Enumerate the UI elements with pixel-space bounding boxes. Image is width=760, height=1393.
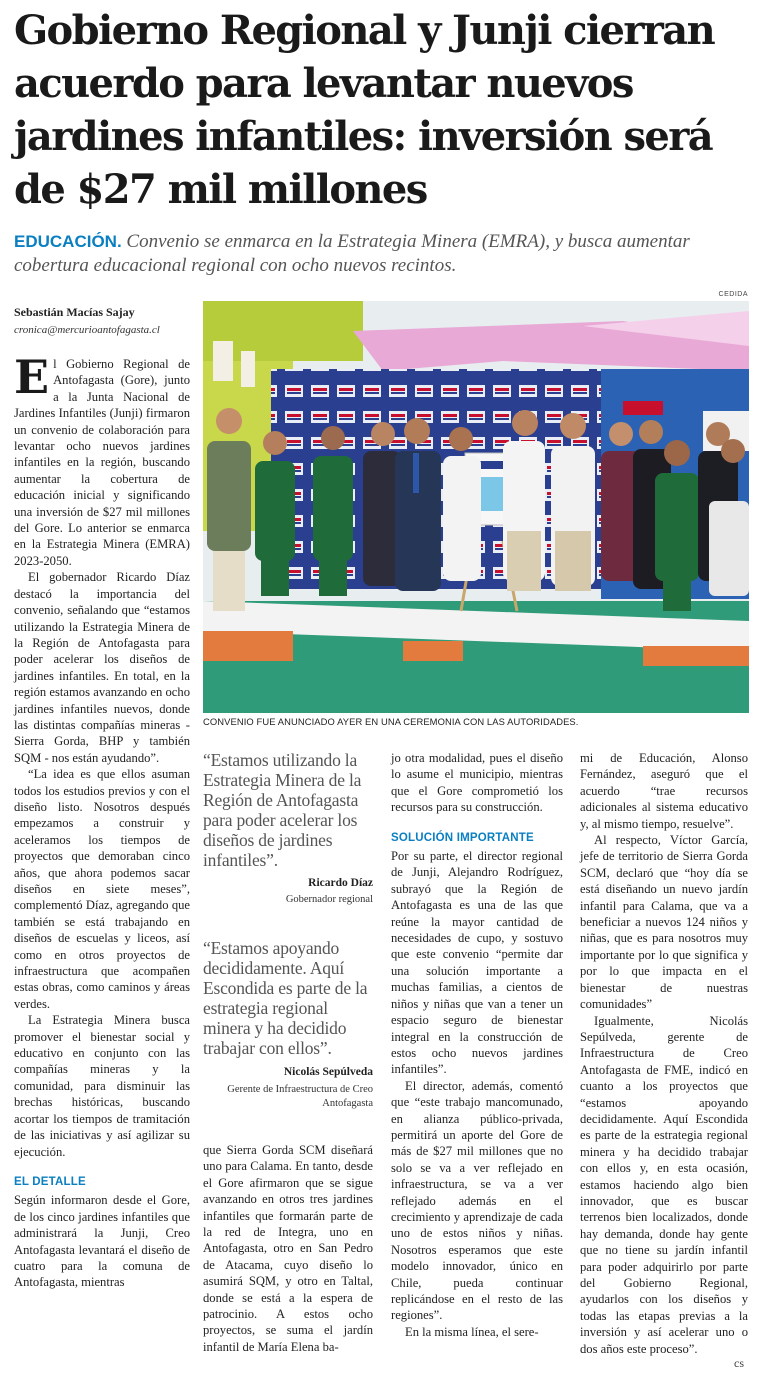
pull-quote-1-author: Ricardo Díaz: [308, 877, 373, 889]
paragraph-8: Por su parte, el director regional de Junji, Alejandro Rodríguez, subrayó que la Región de Antofagasta es una de las que reúne la mayor cantidad de necesidades de cupo, y sostuvo que este convenio “permite dar una solución importante a muchas familias, a cientos de niños y niñas que van a tener un espacio seguro de bienestar integral en la construcción de estos ocho nuevos jardines infantiles”.: [391, 849, 563, 1077]
column-1: [14, 350, 190, 1291]
photo-credit: CEDIDA: [718, 291, 748, 298]
end-mark: cs: [734, 1356, 744, 1370]
paragraph-5: Según informaron desde el Gore, de los cinco jardines infantiles que administrará la Junji, Creo Antofagasta levantará el diseño de cuatro para la comuna de Antofagasta, mientras: [14, 1193, 190, 1290]
subheading-detalle: EL DETALLE: [14, 1175, 86, 1188]
column-4: [580, 750, 748, 1357]
pull-quote-2-author: Nicolás Sepúlveda: [283, 1066, 373, 1078]
paragraph-1: El Gobierno Regional de Antofagasta (Gore), junto a la Junta Nacional de Jardines Infantiles (Junji) firmaron un convenio de colaboración para levantar ocho nuevos jardines infantiles en la región, buscando aumentar la cobertura de educación inicial y significando una inversión de $27 mil millones del Gore. Lo anterior se enmarca en la Estrategia Minera (EMRA) 2023-2050.: [14, 350, 190, 568]
dropcap: E: [14, 350, 50, 404]
column-2: [203, 1142, 373, 1355]
author-byline: Sebastián Macías Sajay: [14, 305, 135, 319]
photo-caption: CONVENIO FUE ANUNCIADO AYER EN UNA CEREMONIA CON LAS AUTORIDADES.: [203, 716, 579, 727]
lead-text: Convenio se enmarca en la Estrategia Minera (EMRA), y busca aumentar cobertura educacional regional con ocho nuevos recintos.: [14, 231, 690, 276]
pull-quote-1: “Estamos utilizando la Estrategia Minera de la Región de Antofagasta para poder acelerar los diseños de jardines infantiles”.: [203, 750, 362, 870]
section-tag: EDUCACIÓN.: [14, 232, 122, 251]
author-email[interactable]: cronica@mercurioantofagasta.cl: [14, 324, 160, 336]
paragraph-13: Igualmente, Nicolás Sepúlveda, gerente de Infraestructura de Creo Antofagasta de FME, indicó en cuanto a los proyectos que “estamos apoyando decididamente. Aquí Escondida es parte de la estrategia regional minera y ha decidido trabajar con ellos y, en esta ocasión, estamos haciendo algo bien innovador, que es buscar terrenos bien localizados, donde hay demanda, donde hay gente que no tiene su jardín infantil para poder adquirirlo por parte del Gobierno Regional, ayudarlos con los diseños y todas las etapas previas a la inversión y así acelerar uno o dos años este proceso”.: [580, 1013, 748, 1356]
ceremony-photo-illustration: [203, 301, 749, 713]
headline: Gobierno Regional y Junji cierran acuerdo para levantar nuevos jardines infantiles: inversión será de $27 mil millones: [14, 7, 715, 213]
ceremony-photo: [203, 301, 749, 713]
paragraph-2: El gobernador Ricardo Díaz destacó la importancia del convenio, señalando que “estamos utilizando la Estrategia Minera de la Región de Antofagasta para poder acelerar los diseños de jardines infantiles. En total, en la región estamos avanzando en ocho jardines infantiles nuevos, donde las distintas compañías mineras - Sierra Gorda, BHP y también SQM - nos están ayudando”.: [14, 570, 190, 765]
paragraph-11: mi de Educación, Alonso Fernández, aseguró que el acuerdo “trae recursos adicionales al sistema educativo y, al mismo tiempo, resuelve”.: [580, 751, 748, 831]
paragraph-6: que Sierra Gorda SCM diseñará uno para Calama. En tanto, desde el Gore afirmaron que se sigue avanzando en otros tres jardines infantiles que formarán parte de la red de Integra, uno en Antofagasta, otro en San Pedro de Atacama, cuyo diseño lo asumirá SQM, y otro en Taltal, donde se está a la espera de patrocinio. A estos ocho proyectos, se suma el jardín infantil de María Elena ba-: [203, 1143, 373, 1354]
paragraph-7: jo otra modalidad, pues el diseño lo asume el municipio, mientras que el Gore comprometió los recursos para su construcción.: [391, 751, 563, 815]
paragraph-9: El director, además, comentó que “este trabajo mancomunado, en alianza público-privada, permitirá un aporte del Gore de más de $27 mil millones que no solo se va a ver reflejado en infraestructura, se va a ver reflejado además en el crecimiento y aprendizaje de cada uno de estos niños y niñas. Nosotros esperamos que este modelo innovador, único en Chile, pueda continuar replicándose en el resto de las regiones”.: [391, 1078, 563, 1323]
pull-quote-2: “Estamos apoyando decididamente. Aquí Escondida es parte de la estrategia regional minera y ha decidido trabajar con ellos”.: [203, 938, 368, 1058]
paragraph-10: En la misma línea, el sere-: [405, 1324, 539, 1339]
pull-quote-1-role: Gobernador regional: [285, 894, 373, 905]
paragraph-12: Al respecto, Víctor García, jefe de territorio de Sierra Gorda SCM, declaró que “hoy día se está diseñando un nuevo jardín infantil para Calama, que va a beneficiar a nuevos 124 niños y niñas, que es para nosotros muy importante por lo que significa y por lo que impacta en el bienestar de nuestras comunidades”: [580, 833, 748, 1012]
paragraph-3: “La idea es que ellos asuman todos los estudios previos y con el diseño listo. Nosotros después empezamos a construir y aceleramos los tiempos de proyectos que demoraban cinco años, que ahora podemos sacar diseños en siete meses”, complementó Díaz, agregando que también se está trabajando en diseños de escuelas y liceos, así como en otros proyectos de infraestructura que acompañen estas obras, como caminos y áreas verdes.: [14, 767, 190, 1011]
pull-quote-2-role: Gerente de Infraestructura de Creo Antofagasta: [227, 1084, 373, 1109]
column-3: [391, 750, 563, 1340]
paragraph-4: La Estrategia Minera busca promover el bienestar social y educativo en conjunto con las compañías mineras y la comunidad, para disminuir las brechas históricas, buscando acortar los tiempos de tramitación de las iniciativas y así agilizar su ejecución.: [14, 1013, 190, 1159]
subheading-solucion: SOLUCIÓN IMPORTANTE: [391, 831, 534, 844]
lead: [14, 230, 750, 278]
